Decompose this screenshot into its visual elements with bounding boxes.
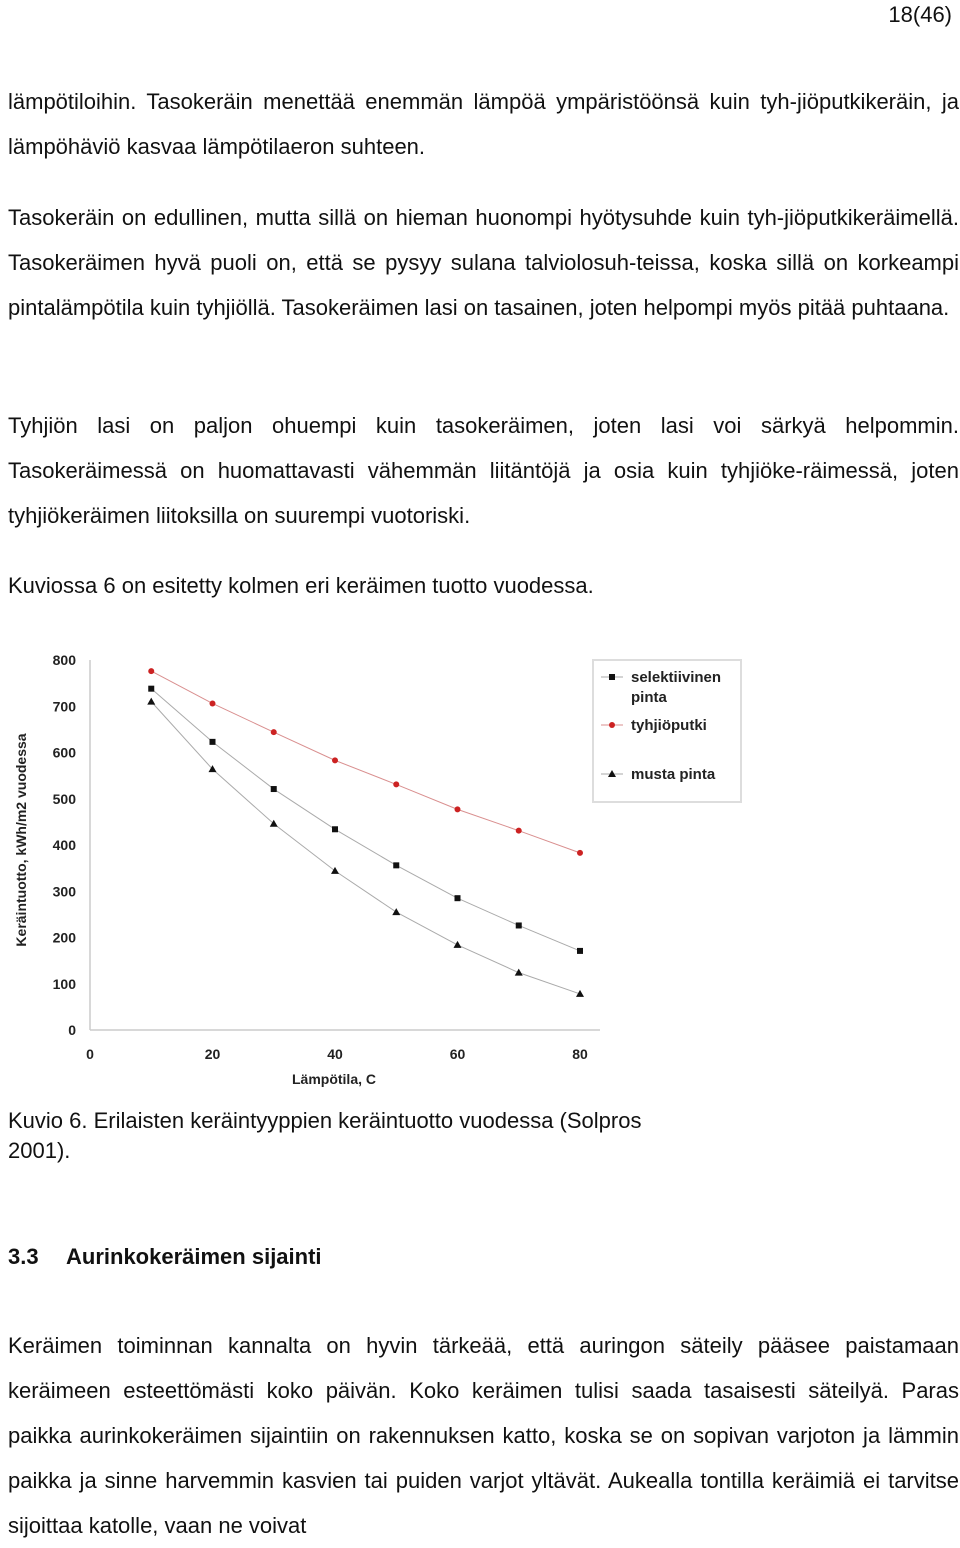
x-tick-label: 20	[204, 1046, 221, 1062]
series-2-point	[210, 700, 216, 706]
y-tick-label: 500	[52, 790, 76, 807]
chart-axes	[53, 652, 600, 1062]
legend-label-3: musta pinta	[631, 766, 716, 783]
x-tick-label: 0	[86, 1046, 94, 1062]
series-1-point	[332, 826, 338, 832]
series-2-point	[393, 781, 399, 787]
section-heading	[8, 1244, 322, 1270]
y-axis-label: Keräintuotto, kWh/m2 vuodessa	[13, 733, 29, 947]
y-tick-label: 300	[52, 883, 76, 900]
series-line-2	[151, 671, 580, 853]
series-2-point	[577, 850, 583, 856]
chart-markers	[147, 668, 584, 997]
y-tick-label: 600	[52, 744, 76, 761]
legend-marker-1	[609, 674, 615, 680]
section-title: Aurinkokeräimen sijainti	[66, 1244, 322, 1269]
section-number: 3.3	[8, 1244, 39, 1269]
x-tick-label: 60	[449, 1046, 466, 1062]
chart-legend	[593, 660, 741, 802]
series-1-point	[393, 862, 399, 868]
series-3-point	[392, 908, 400, 915]
series-1-point	[516, 922, 522, 928]
paragraph-5: Keräimen toiminnan kannalta on hyvin tärkeää, että auringon säteily pääsee paistamaan keräimeen esteettömästi koko päivän. Koko keräimen tulisi saada tasaisesti säteilyä. Paras paikka aurinkokeräimen sijaintiin on rakennuksen katto, koska se on sopivan varjoton ja lämmin paikka ja sinne harvemmin kasvien tai puiden varjot yltävät. Aukealla tontilla keräimiä ei tarvitse sijoittaa katolle, vaan ne voivat	[8, 1333, 959, 1538]
series-2-point	[455, 806, 461, 812]
series-3-point	[454, 941, 462, 948]
series-3-point	[147, 698, 155, 705]
chart-curves	[151, 671, 580, 994]
series-1-point	[271, 786, 277, 792]
series-1-point	[148, 686, 154, 692]
x-axis-label: Lämpötila, C	[291, 1071, 377, 1087]
series-3-point	[515, 969, 523, 976]
series-line-1	[151, 689, 580, 951]
legend-label-1: pinta	[631, 689, 667, 706]
legend-label-1: selektiivinen	[631, 669, 722, 686]
x-tick-label: 40	[327, 1046, 343, 1062]
series-3-point	[331, 867, 339, 874]
y-tick-label: 700	[52, 698, 76, 715]
y-tick-label: 400	[52, 837, 76, 853]
paragraph-4: Kuviossa 6 on esitetty kolmen eri keräimen tuotto vuodessa.	[8, 573, 594, 598]
series-2-point	[271, 729, 277, 735]
legend-marker-2	[609, 722, 615, 728]
y-tick-label: 100	[52, 975, 76, 992]
figure-caption: Kuvio 6. Erilaisten keräintyyppien keräintuotto vuodessa (Solpros 2001).	[8, 1108, 642, 1163]
x-tick-label: 80	[572, 1046, 588, 1062]
legend-label-2: tyhjiöputki	[631, 717, 707, 734]
page-number: 18(46)	[888, 2, 952, 27]
yield-chart	[0, 640, 760, 1095]
paragraph-2: Tasokeräin on edullinen, mutta sillä on hieman huonompi hyötysuhde kuin tyh-jiöputkikeräimellä. Tasokeräimen hyvä puoli on, että se pysyy sulana talviolosuh-teissa, koska sillä on korkeampi pintalämpötila kuin tyhjiöllä. Tasokeräimen lasi on tasainen, joten helpompi myös pitää puhtaana.	[8, 205, 959, 320]
y-tick-label: 800	[52, 652, 76, 668]
series-1-point	[210, 739, 216, 745]
y-tick-label: 200	[52, 929, 76, 946]
y-tick-label: 0	[68, 1022, 76, 1038]
series-1-point	[577, 948, 583, 954]
series-2-point	[516, 828, 522, 834]
paragraph-1: lämpötiloihin. Tasokeräin menettää enemmän lämpöä ympäristöönsä kuin tyh-jiöputkikeräin, ja lämpöhäviö kasvaa lämpötilaeron suhteen.	[8, 89, 959, 159]
series-1-point	[455, 895, 461, 901]
series-2-point	[148, 668, 154, 674]
series-2-point	[332, 757, 338, 763]
paragraph-3: Tyhjiön lasi on paljon ohuempi kuin tasokeräimen, joten lasi voi särkyä helpommin. Tasokeräimessä on huomattavasti vähemmän liitäntöjä ja osia kuin tyhjiöke-räimessä, joten tyhjiökeräimen liitoksilla on suurempi vuotoriski.	[8, 413, 959, 528]
